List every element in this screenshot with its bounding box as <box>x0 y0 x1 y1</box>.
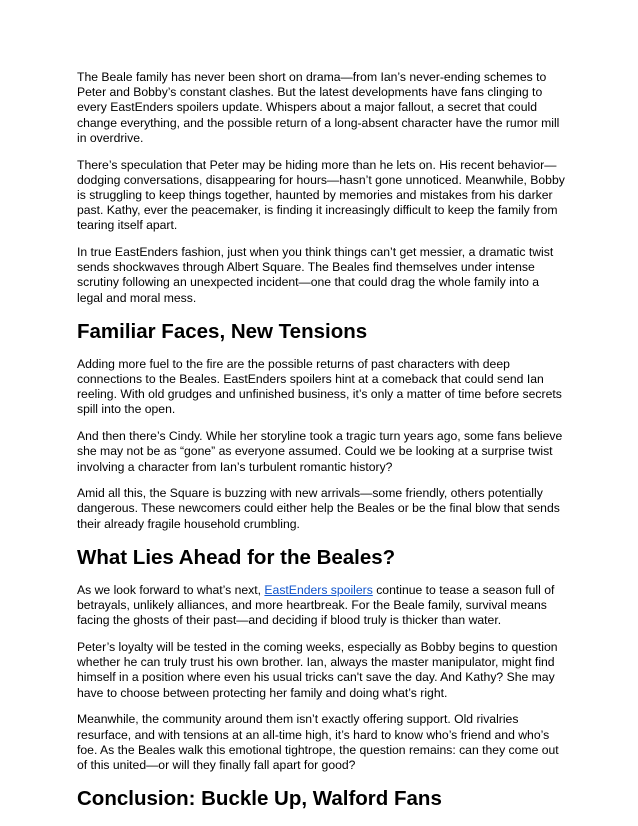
eastenders-spoilers-link[interactable]: EastEnders spoilers <box>264 582 373 597</box>
section-heading-conclusion: Conclusion: Buckle Up, Walford Fans <box>77 787 442 811</box>
section-heading-what-lies-ahead: What Lies Ahead for the Beales? <box>77 545 396 569</box>
intro-paragraph-2: There’s speculation that Peter may be hiding more than he lets on. His recent behavior—dodging conversations, disappearing for hours—hasn’t gone unnoticed. Meanwhile, Bobby is struggling to keep things together, haunted by memories and mistakes from his darker past. Kathy, ever the peacemaker, is finding it increasingly difficult to keep the family from tearing itself apart. <box>77 157 565 233</box>
paragraph-text-after-link: continue to tease a season full of betrayals, unlikely alliances, and more heartbreak. For the Beale family, survival means facing the ghosts of their past—and deciding if blood truly is thicker than water. <box>77 582 555 628</box>
familiar-faces-paragraph-2: And then there’s Cindy. While her storyline took a tragic turn years ago, some fans believe she may not be as “gone” as everyone assumed. Could we be looking at a surprise twist involving a character from Ian’s turbulent romantic history? <box>77 429 563 474</box>
intro-paragraph-3: In true EastEnders fashion, just when you think things can’t get messier, a dramatic twist sends shockwaves through Albert Square. The Beales find themselves under intense scrutiny following an unexpected incident—one that could drag the whole family into a legal and moral mess. <box>77 245 554 305</box>
paragraph-text-before-link: As we look forward to what’s next, <box>77 582 265 597</box>
intro-paragraph-1: The Beale family has never been short on drama—from Ian’s never-ending schemes to Peter and Bobby’s constant clashes. But the latest developments have fans clinging to every EastEnders spoilers update. Whispers about a major fallout, a secret that could change everything, and the possible return of a long-absent character have the rumor mill in overdrive. <box>77 70 560 145</box>
document-page <box>77 70 565 824</box>
what-lies-ahead-paragraph-2: Peter’s loyalty will be tested in the coming weeks, especially as Bobby begins to question whether he can truly trust his own brother. Ian, always the master manipulator, might find himself in a position where even his usual tricks can't save the day. And Kathy? She may have to choose between protecting her family and doing what’s right. <box>77 639 558 700</box>
what-lies-ahead-paragraph-3: Meanwhile, the community around them isn’t exactly offering support. Old rivalries resurface, and with tensions at an all-time high, it’s hard to know who’s friend and who’s foe. As the Beales walk this emotional tightrope, the question remains: can they come out of this united—or will they finally fall apart for good? <box>77 712 559 772</box>
familiar-faces-paragraph-1: Adding more fuel to the fire are the possible returns of past characters with deep connections to the Beales. EastEnders spoilers hint at a comeback that could send Ian reeling. With old grudges and unfinished business, it’s only a matter of time before secrets spill into the open. <box>77 356 562 417</box>
familiar-faces-paragraph-3: Amid all this, the Square is buzzing with new arrivals—some friendly, others potentially dangerous. These newcomers could either help the Beales or be the final blow that sends their already fragile household crumbling. <box>77 486 560 531</box>
section-heading-familiar-faces: Familiar Faces, New Tensions <box>77 319 368 343</box>
what-lies-ahead-paragraph-1 <box>77 583 565 629</box>
